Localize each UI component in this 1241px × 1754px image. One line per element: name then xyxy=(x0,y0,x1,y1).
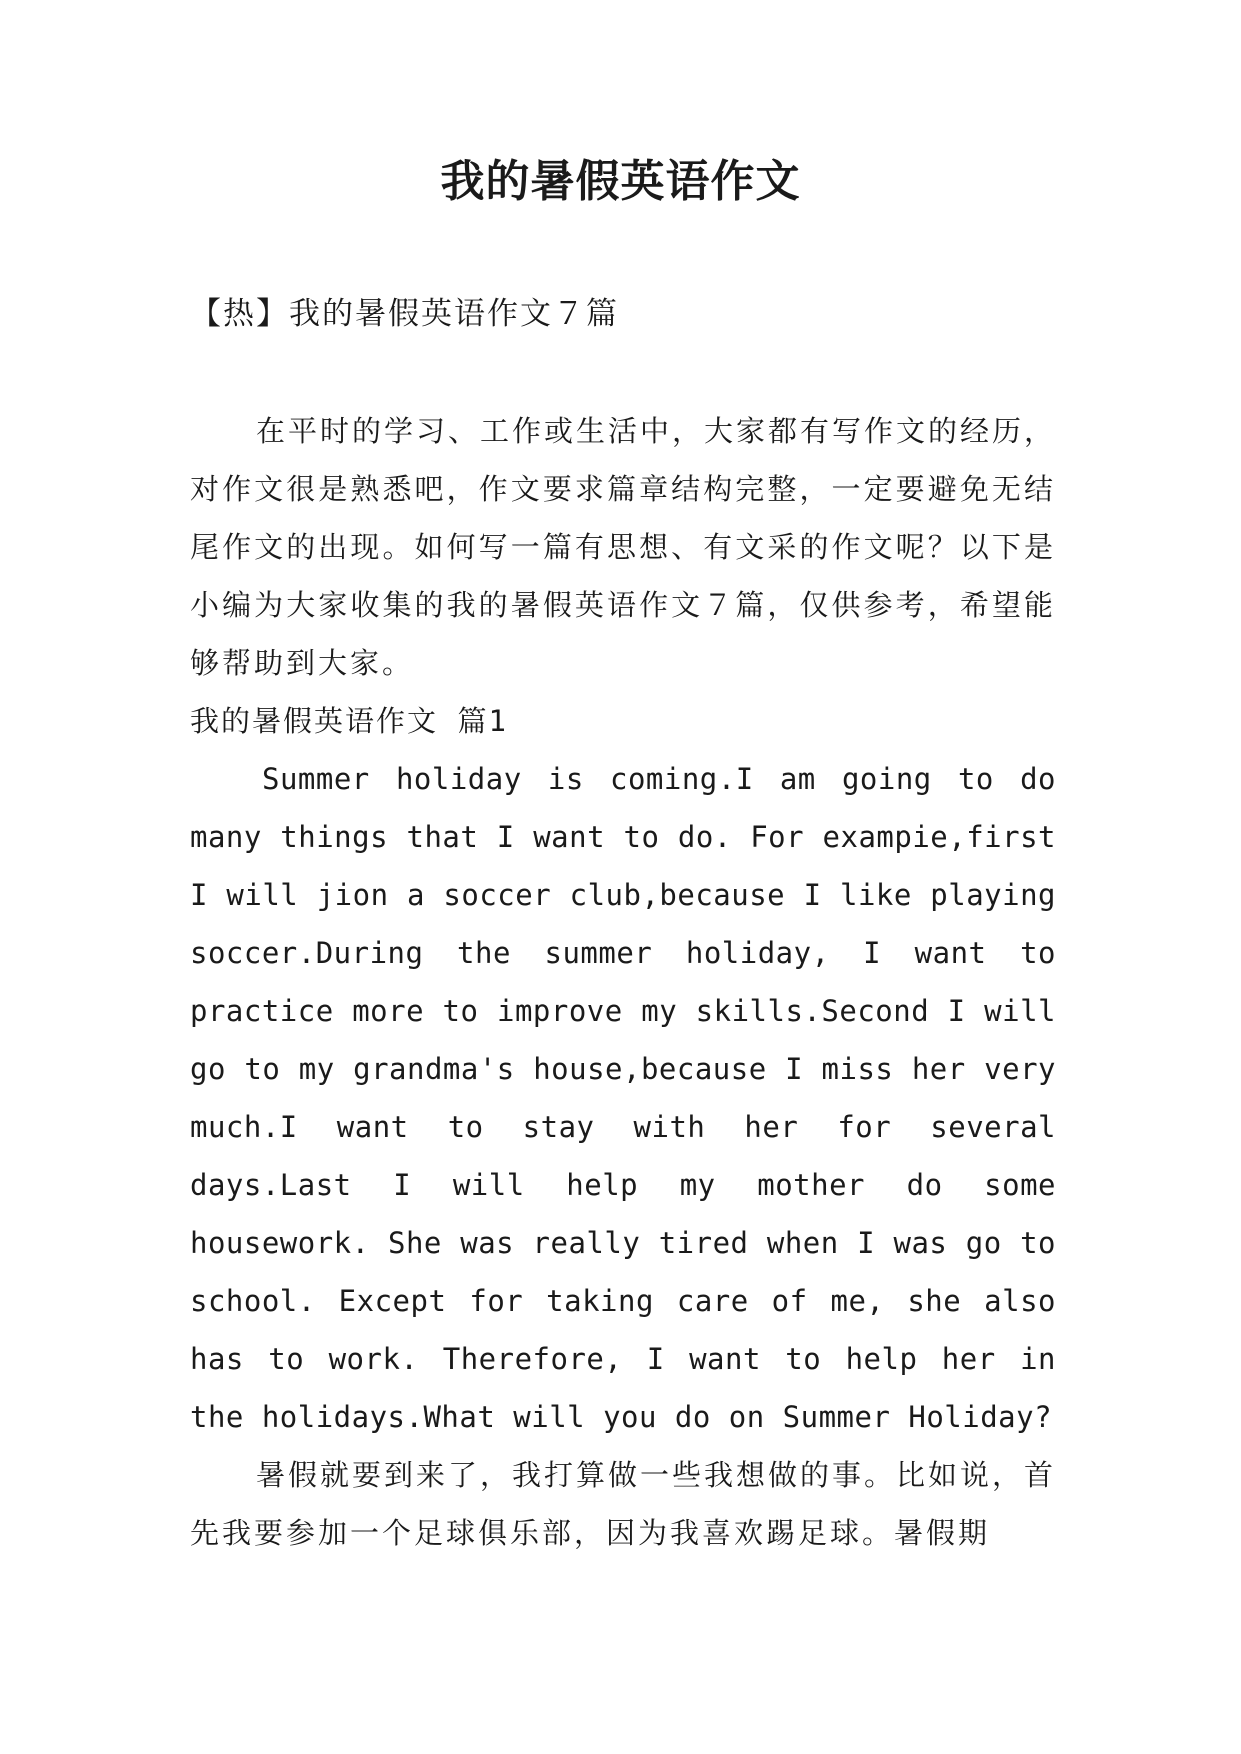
document-body xyxy=(190,402,1056,1562)
document-subtitle: 【热】我的暑假英语作文７篇 xyxy=(190,296,619,332)
english-essay-paragraph: Summer holiday is coming.I am going to do many things that I want to do. For exampie,first I will jion a soccer club,because I like playing soccer.During the summer holiday, I want to practice more to improve my skills.Second I will go to my grandma's house,because I miss her very much.I want to stay with her for several days.Last I will help my mother do some housework. She was really tired when I was go to school. Except for taking care of me, she also has to work. Therefore, I want to help her in the holidays.What will you do on Summer Holiday? xyxy=(190,762,1056,1434)
section-heading: 我的暑假英语作文 篇1 xyxy=(190,704,508,738)
intro-paragraph: 在平时的学习、工作或生活中，大家都有写作文的经历，对作文很是熟悉吧，作文要求篇章结构完整，一定要避免无结尾作文的出现。如何写一篇有思想、有文采的作文呢？以下是小编为大家收集的我的暑假英语作文７篇，仅供参考，希望能够帮助到大家。 xyxy=(190,414,1057,680)
chinese-translation-paragraph: 暑假就要到来了，我打算做一些我想做的事。比如说，首先我要参加一个足球俱乐部，因为我喜欢踢足球。暑假期 xyxy=(190,1458,1057,1550)
document-title: 我的暑假英语作文 xyxy=(440,156,801,207)
